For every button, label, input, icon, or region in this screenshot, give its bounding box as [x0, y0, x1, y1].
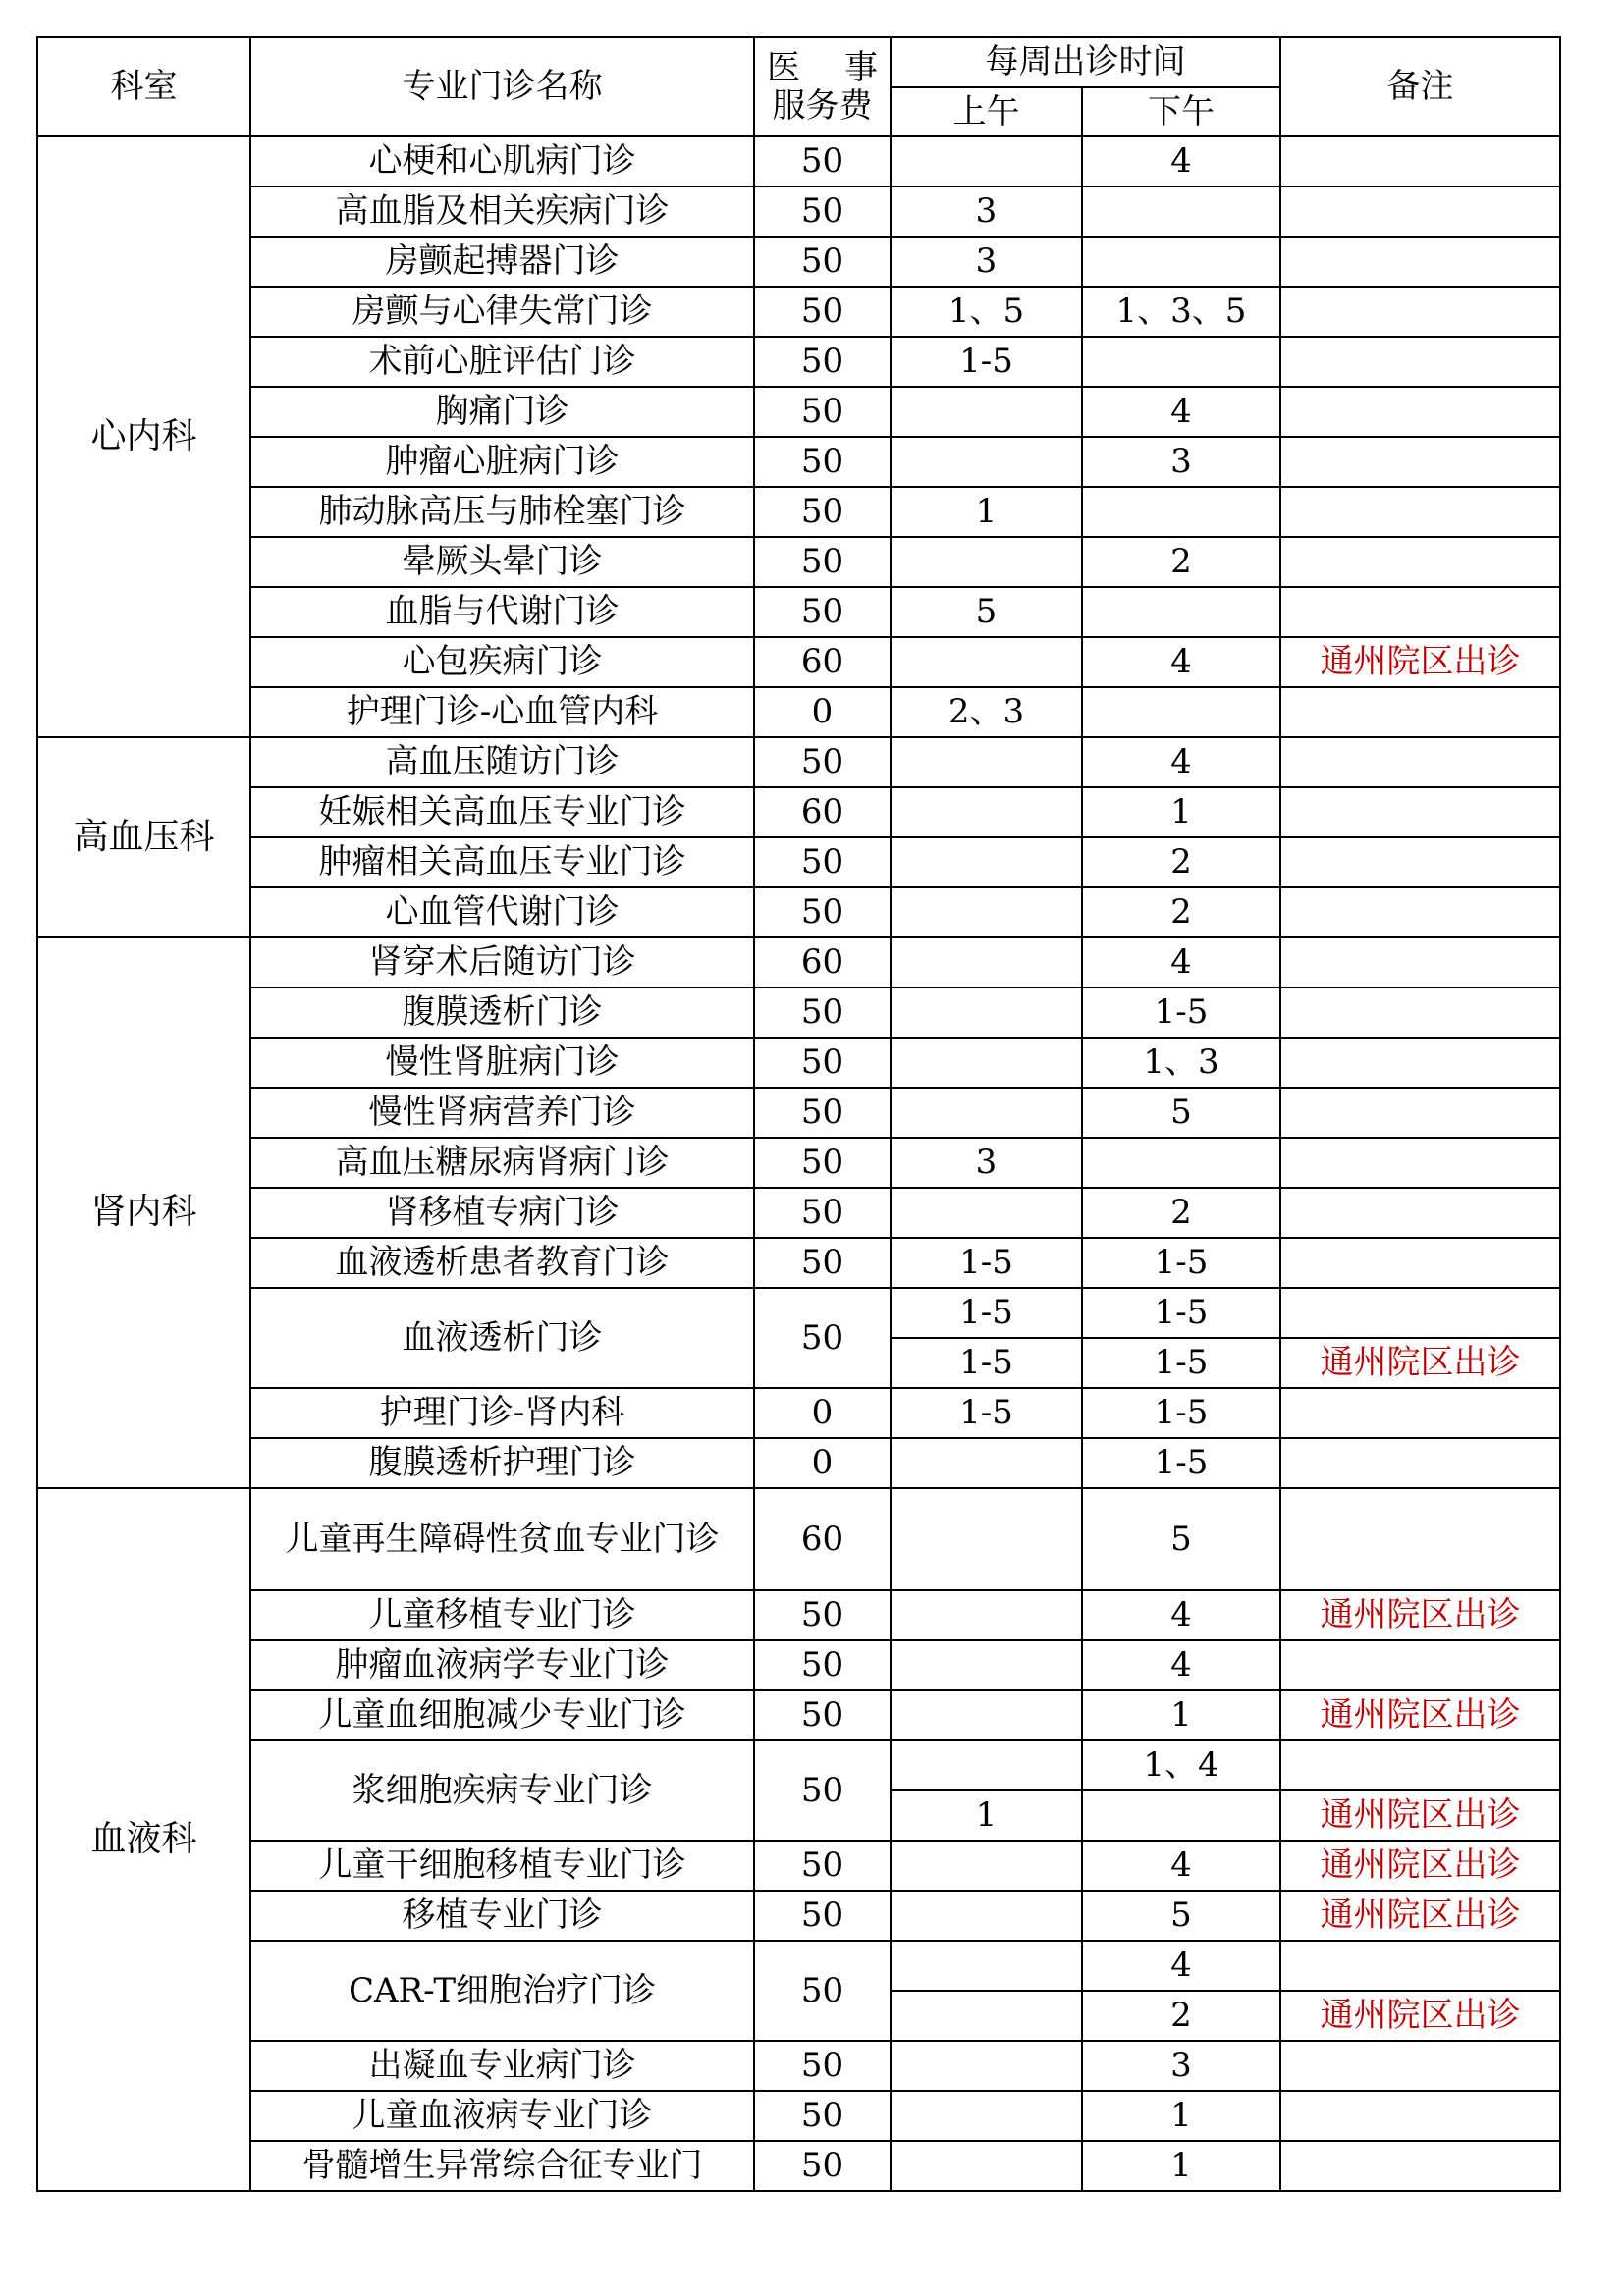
- fee-cell: 50: [754, 1088, 891, 1138]
- fee-cell: 50: [754, 287, 891, 337]
- table-row: [37, 337, 1560, 387]
- am-cell: 1、5: [891, 287, 1082, 337]
- fee-cell: 50: [754, 1891, 891, 1941]
- clinic-name-cell: 心血管代谢门诊: [250, 887, 754, 937]
- remark-cell: [1280, 2091, 1560, 2141]
- table-row: [37, 187, 1560, 237]
- am-cell: [891, 1038, 1082, 1088]
- pm-cell: 4: [1082, 937, 1280, 988]
- remark-cell: [1280, 1038, 1560, 1088]
- am-cell: 1-5: [891, 1238, 1082, 1288]
- pm-cell: 5: [1082, 1088, 1280, 1138]
- fee-cell: 50: [754, 136, 891, 187]
- clinic-name-cell: 术前心脏评估门诊: [250, 337, 754, 387]
- am-cell: [891, 2141, 1082, 2191]
- remark-cell: 通州院区出诊: [1280, 1790, 1560, 1841]
- fee-cell: 60: [754, 637, 891, 687]
- pm-cell: 4: [1082, 1590, 1280, 1640]
- am-cell: 1-5: [891, 1288, 1082, 1338]
- pm-cell: 1、3、5: [1082, 287, 1280, 337]
- am-cell: 1: [891, 487, 1082, 537]
- dept-cell: 高血压科: [37, 737, 250, 937]
- am-cell: [891, 637, 1082, 687]
- remark-cell: [1280, 187, 1560, 237]
- clinic-schedule-table: [36, 36, 1561, 2192]
- table-row: [37, 1088, 1560, 1138]
- clinic-name-cell: 妊娠相关高血压专业门诊: [250, 787, 754, 837]
- am-cell: 3: [891, 1138, 1082, 1188]
- fee-cell: 0: [754, 1438, 891, 1488]
- fee-cell: 60: [754, 787, 891, 837]
- table-row: [37, 1238, 1560, 1288]
- clinic-name-cell: 儿童再生障碍性贫血专业门诊: [250, 1488, 754, 1590]
- clinic-name-cell: 血液透析门诊: [250, 1288, 754, 1388]
- clinic-name-cell: 肺动脉高压与肺栓塞门诊: [250, 487, 754, 537]
- remark-cell: [1280, 537, 1560, 587]
- table-row: [37, 2091, 1560, 2141]
- am-cell: [891, 988, 1082, 1038]
- dept-cell: 肾内科: [37, 937, 250, 1488]
- fee-cell: 50: [754, 1238, 891, 1288]
- am-cell: [891, 937, 1082, 988]
- fee-cell: 50: [754, 1690, 891, 1740]
- table-row: [37, 1138, 1560, 1188]
- table-row: [37, 287, 1560, 337]
- header-fee-char-a: 医: [767, 48, 800, 88]
- fee-cell: 50: [754, 1138, 891, 1188]
- pm-cell: 5: [1082, 1891, 1280, 1941]
- remark-cell: [1280, 837, 1560, 887]
- pm-cell: 4: [1082, 637, 1280, 687]
- table-row: [37, 437, 1560, 487]
- clinic-name-cell: 移植专业门诊: [250, 1891, 754, 1941]
- fee-cell: 50: [754, 2091, 891, 2141]
- fee-cell: 50: [754, 437, 891, 487]
- clinic-name-cell: 儿童干细胞移植专业门诊: [250, 1841, 754, 1891]
- clinic-name-cell: 心包疾病门诊: [250, 637, 754, 687]
- header-dept: 科室: [37, 37, 250, 136]
- remark-cell: 通州院区出诊: [1280, 1891, 1560, 1941]
- fee-cell: 0: [754, 687, 891, 737]
- header-weekly-time: 每周出诊时间: [891, 37, 1280, 87]
- am-cell: [891, 837, 1082, 887]
- fee-cell: 60: [754, 937, 891, 988]
- table-row: [37, 237, 1560, 287]
- table-row: [37, 988, 1560, 1038]
- remark-cell: 通州院区出诊: [1280, 1841, 1560, 1891]
- fee-cell: 0: [754, 1388, 891, 1438]
- clinic-name-cell: 出凝血专业病门诊: [250, 2041, 754, 2091]
- remark-cell: [1280, 2041, 1560, 2091]
- fee-cell: 50: [754, 1841, 891, 1891]
- clinic-name-cell: 肿瘤心脏病门诊: [250, 437, 754, 487]
- table-row: [37, 637, 1560, 687]
- clinic-name-cell: 护理门诊-心血管内科: [250, 687, 754, 737]
- remark-cell: 通州院区出诊: [1280, 1690, 1560, 1740]
- clinic-name-cell: 肾穿术后随访门诊: [250, 937, 754, 988]
- remark-cell: 通州院区出诊: [1280, 1590, 1560, 1640]
- am-cell: [891, 787, 1082, 837]
- pm-cell: 1、3: [1082, 1038, 1280, 1088]
- fee-cell: 50: [754, 837, 891, 887]
- remark-cell: [1280, 1088, 1560, 1138]
- am-cell: [891, 1088, 1082, 1138]
- table-body: [37, 136, 1560, 2191]
- header-fee-line1: [755, 49, 890, 86]
- remark-cell: [1280, 887, 1560, 937]
- pm-cell: [1082, 187, 1280, 237]
- am-cell: [891, 437, 1082, 487]
- am-cell: 2、3: [891, 687, 1082, 737]
- remark-cell: [1280, 287, 1560, 337]
- am-cell: 1-5: [891, 1388, 1082, 1438]
- pm-cell: 4: [1082, 136, 1280, 187]
- pm-cell: [1082, 1790, 1280, 1841]
- table-row: [37, 837, 1560, 887]
- clinic-name-cell: 儿童血液病专业门诊: [250, 2091, 754, 2141]
- am-cell: 1-5: [891, 1338, 1082, 1388]
- clinic-name-cell: 儿童血细胞减少专业门诊: [250, 1690, 754, 1740]
- fee-cell: 50: [754, 387, 891, 437]
- clinic-name-cell: 心梗和心肌病门诊: [250, 136, 754, 187]
- pm-cell: 4: [1082, 737, 1280, 787]
- clinic-name-cell: 腹膜透析门诊: [250, 988, 754, 1038]
- pm-cell: 1-5: [1082, 1288, 1280, 1338]
- table-row: [37, 136, 1560, 187]
- header-fee-line2: 服务费: [772, 85, 873, 126]
- table-row: [37, 1488, 1560, 1590]
- table-row: [37, 2041, 1560, 2091]
- am-cell: 3: [891, 237, 1082, 287]
- remark-cell: [1280, 1138, 1560, 1188]
- clinic-name-cell: 肿瘤血液病学专业门诊: [250, 1640, 754, 1690]
- pm-cell: 5: [1082, 1488, 1280, 1590]
- fee-cell: 50: [754, 487, 891, 537]
- remark-cell: [1280, 787, 1560, 837]
- dept-cell: 血液科: [37, 1488, 250, 2191]
- am-cell: [891, 1941, 1082, 1991]
- am-cell: [891, 1590, 1082, 1640]
- am-cell: [891, 887, 1082, 937]
- table-row: [37, 387, 1560, 437]
- table-row: [37, 1388, 1560, 1438]
- am-cell: [891, 1640, 1082, 1690]
- fee-cell: 50: [754, 887, 891, 937]
- fee-cell: 50: [754, 1740, 891, 1841]
- am-cell: [891, 1991, 1082, 2041]
- am-cell: [891, 1488, 1082, 1590]
- pm-cell: 2: [1082, 537, 1280, 587]
- clinic-name-cell: 血脂与代谢门诊: [250, 587, 754, 637]
- clinic-name-cell: 高血脂及相关疾病门诊: [250, 187, 754, 237]
- pm-cell: 1-5: [1082, 1438, 1280, 1488]
- clinic-name-cell: 腹膜透析护理门诊: [250, 1438, 754, 1488]
- clinic-name-cell: 高血压随访门诊: [250, 737, 754, 787]
- pm-cell: 4: [1082, 1640, 1280, 1690]
- clinic-name-cell: 护理门诊-肾内科: [250, 1388, 754, 1438]
- pm-cell: 1-5: [1082, 1338, 1280, 1388]
- table-row: [37, 587, 1560, 637]
- am-cell: [891, 136, 1082, 187]
- pm-cell: 1: [1082, 1690, 1280, 1740]
- pm-cell: 1-5: [1082, 988, 1280, 1038]
- header-row-1: [37, 37, 1560, 87]
- table-row: [37, 737, 1560, 787]
- pm-cell: 2: [1082, 1991, 1280, 2041]
- am-cell: [891, 1188, 1082, 1238]
- pm-cell: [1082, 337, 1280, 387]
- am-cell: [891, 2091, 1082, 2141]
- am-cell: [891, 2041, 1082, 2091]
- table-row: [37, 1740, 1560, 1790]
- remark-cell: 通州院区出诊: [1280, 1338, 1560, 1388]
- pm-cell: 4: [1082, 1841, 1280, 1891]
- remark-cell: [1280, 988, 1560, 1038]
- table-row: [37, 1038, 1560, 1088]
- clinic-name-cell: 房颤与心律失常门诊: [250, 287, 754, 337]
- remark-cell: [1280, 1288, 1560, 1338]
- fee-cell: 50: [754, 1941, 891, 2041]
- clinic-name-cell: 房颤起搏器门诊: [250, 237, 754, 287]
- clinic-name-cell: 儿童移植专业门诊: [250, 1590, 754, 1640]
- table-row: [37, 1941, 1560, 1991]
- header-fee: [754, 37, 891, 136]
- am-cell: 1-5: [891, 337, 1082, 387]
- remark-cell: [1280, 387, 1560, 437]
- table-row: [37, 1590, 1560, 1640]
- remark-cell: [1280, 1438, 1560, 1488]
- clinic-name-cell: 肿瘤相关高血压专业门诊: [250, 837, 754, 887]
- fee-cell: 60: [754, 1488, 891, 1590]
- clinic-name-cell: 晕厥头晕门诊: [250, 537, 754, 587]
- clinic-name-cell: 浆细胞疾病专业门诊: [250, 1740, 754, 1841]
- pm-cell: 4: [1082, 1941, 1280, 1991]
- remark-cell: [1280, 737, 1560, 787]
- fee-cell: 50: [754, 537, 891, 587]
- remark-cell: [1280, 1238, 1560, 1288]
- clinic-name-cell: 骨髓增生异常综合征专业门: [250, 2141, 754, 2191]
- pm-cell: 1-5: [1082, 1238, 1280, 1288]
- table-row: [37, 937, 1560, 988]
- pm-cell: 1: [1082, 787, 1280, 837]
- am-cell: [891, 1690, 1082, 1740]
- clinic-name-cell: 慢性肾病营养门诊: [250, 1088, 754, 1138]
- table-row: [37, 487, 1560, 537]
- remark-cell: [1280, 2141, 1560, 2191]
- remark-cell: [1280, 337, 1560, 387]
- table-row: [37, 1841, 1560, 1891]
- table-row: [37, 537, 1560, 587]
- pm-cell: [1082, 237, 1280, 287]
- am-cell: [891, 1841, 1082, 1891]
- pm-cell: 2: [1082, 1188, 1280, 1238]
- header-remark: 备注: [1280, 37, 1560, 136]
- clinic-name-cell: 高血压糖尿病肾病门诊: [250, 1138, 754, 1188]
- clinic-name-cell: 胸痛门诊: [250, 387, 754, 437]
- am-cell: [891, 387, 1082, 437]
- header-pm: 下午: [1082, 87, 1280, 136]
- pm-cell: 2: [1082, 887, 1280, 937]
- pm-cell: [1082, 487, 1280, 537]
- fee-cell: 50: [754, 1038, 891, 1088]
- table-row: [37, 787, 1560, 837]
- remark-cell: [1280, 237, 1560, 287]
- remark-cell: [1280, 1640, 1560, 1690]
- table-row: [37, 2141, 1560, 2191]
- pm-cell: 1、4: [1082, 1740, 1280, 1790]
- am-cell: [891, 1891, 1082, 1941]
- fee-cell: 50: [754, 337, 891, 387]
- fee-cell: 50: [754, 587, 891, 637]
- table-row: [37, 1288, 1560, 1338]
- table-row: [37, 1640, 1560, 1690]
- table-row: [37, 687, 1560, 737]
- fee-cell: 50: [754, 1590, 891, 1640]
- clinic-name-cell: CAR-T细胞治疗门诊: [250, 1941, 754, 2041]
- fee-cell: 50: [754, 2041, 891, 2091]
- pm-cell: 1: [1082, 2141, 1280, 2191]
- fee-cell: 50: [754, 237, 891, 287]
- table-row: [37, 1438, 1560, 1488]
- remark-cell: [1280, 1388, 1560, 1438]
- dept-cell: 心内科: [37, 136, 250, 737]
- am-cell: [891, 1740, 1082, 1790]
- remark-cell: [1280, 587, 1560, 637]
- am-cell: [891, 537, 1082, 587]
- fee-cell: 50: [754, 988, 891, 1038]
- clinic-name-cell: 慢性肾脏病门诊: [250, 1038, 754, 1088]
- am-cell: [891, 1438, 1082, 1488]
- fee-cell: 50: [754, 737, 891, 787]
- remark-cell: [1280, 437, 1560, 487]
- fee-cell: 50: [754, 187, 891, 237]
- remark-cell: 通州院区出诊: [1280, 1991, 1560, 2041]
- remark-cell: 通州院区出诊: [1280, 637, 1560, 687]
- header-clinic-name: 专业门诊名称: [250, 37, 754, 136]
- remark-cell: [1280, 1488, 1560, 1590]
- fee-cell: 50: [754, 2141, 891, 2191]
- remark-cell: [1280, 1941, 1560, 1991]
- table-row: [37, 1188, 1560, 1238]
- remark-cell: [1280, 937, 1560, 988]
- pm-cell: 3: [1082, 2041, 1280, 2091]
- fee-cell: 50: [754, 1288, 891, 1388]
- header-am: 上午: [891, 87, 1082, 136]
- remark-cell: [1280, 1740, 1560, 1790]
- remark-cell: [1280, 1188, 1560, 1238]
- pm-cell: 4: [1082, 387, 1280, 437]
- table-row: [37, 1891, 1560, 1941]
- pm-cell: 3: [1082, 437, 1280, 487]
- pm-cell: 2: [1082, 837, 1280, 887]
- pm-cell: 1-5: [1082, 1388, 1280, 1438]
- am-cell: 3: [891, 187, 1082, 237]
- remark-cell: [1280, 136, 1560, 187]
- am-cell: [891, 737, 1082, 787]
- table-row: [37, 1690, 1560, 1740]
- clinic-name-cell: 血液透析患者教育门诊: [250, 1238, 754, 1288]
- remark-cell: [1280, 487, 1560, 537]
- remark-cell: [1280, 687, 1560, 737]
- pm-cell: [1082, 587, 1280, 637]
- am-cell: 5: [891, 587, 1082, 637]
- pm-cell: [1082, 1138, 1280, 1188]
- table-row: [37, 887, 1560, 937]
- am-cell: 1: [891, 1790, 1082, 1841]
- fee-cell: 50: [754, 1640, 891, 1690]
- header-fee-char-b: 事: [844, 48, 878, 88]
- clinic-name-cell: 肾移植专病门诊: [250, 1188, 754, 1238]
- pm-cell: 1: [1082, 2091, 1280, 2141]
- pm-cell: [1082, 687, 1280, 737]
- fee-cell: 50: [754, 1188, 891, 1238]
